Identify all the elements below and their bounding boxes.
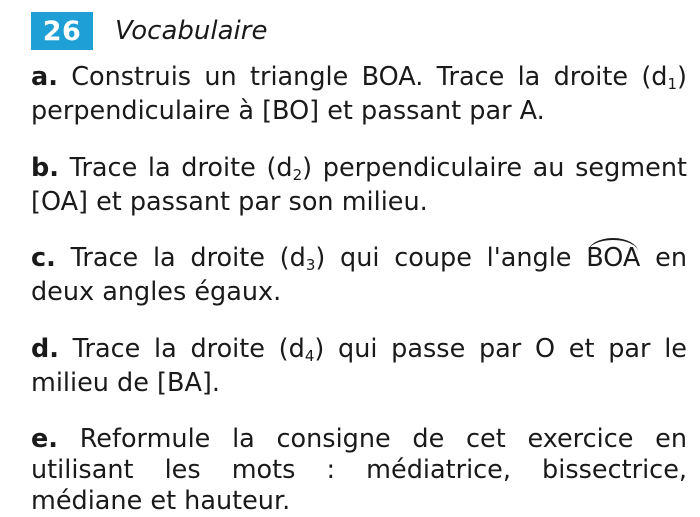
item-text: Trace la droite (d [58,152,293,183]
item-text-end: en deux angles égaux. [31,243,687,307]
item-letter: c. [31,243,56,273]
item-subscript: 2 [292,165,303,184]
item-letter: a. [31,62,58,92]
exercise-header [31,12,267,50]
item-text-continued: ) qui passe par O et par le milieu de [BA]. [31,333,687,398]
item-text-continued: ) perpendiculaire au segment [OA] et passant par son milieu. [31,152,687,217]
item-c [31,243,687,308]
exercise-title: Vocabulaire [115,16,268,46]
angle-boa: BOA [586,243,641,273]
item-subscript: 3 [305,256,316,274]
item-a [31,62,687,127]
item-text: Trace la droite (d [55,243,306,273]
exercise-number-badge: 26 [31,12,93,50]
item-text: Trace la droite (d [58,333,305,364]
item-b [31,153,687,218]
item-letter: b. [31,152,59,183]
item-letter: d. [31,333,59,364]
item-e [31,424,687,517]
item-text: Construis un triangle BOA. Trace la droite (d [57,62,668,92]
item-text: Reformule la consigne de cet exercice en utilisant les mots : médiatrice, bissectrice, médiane et hauteur. [31,424,687,516]
exercise-items [31,62,687,517]
item-text-continued: ) perpendiculaire à [BO] et passant par A. [31,62,687,126]
item-subscript: 1 [667,75,678,93]
item-subscript: 4 [304,346,315,365]
item-d [31,334,687,399]
item-text-continued: ) qui coupe l'angle [315,243,587,273]
item-letter: e. [31,424,58,454]
